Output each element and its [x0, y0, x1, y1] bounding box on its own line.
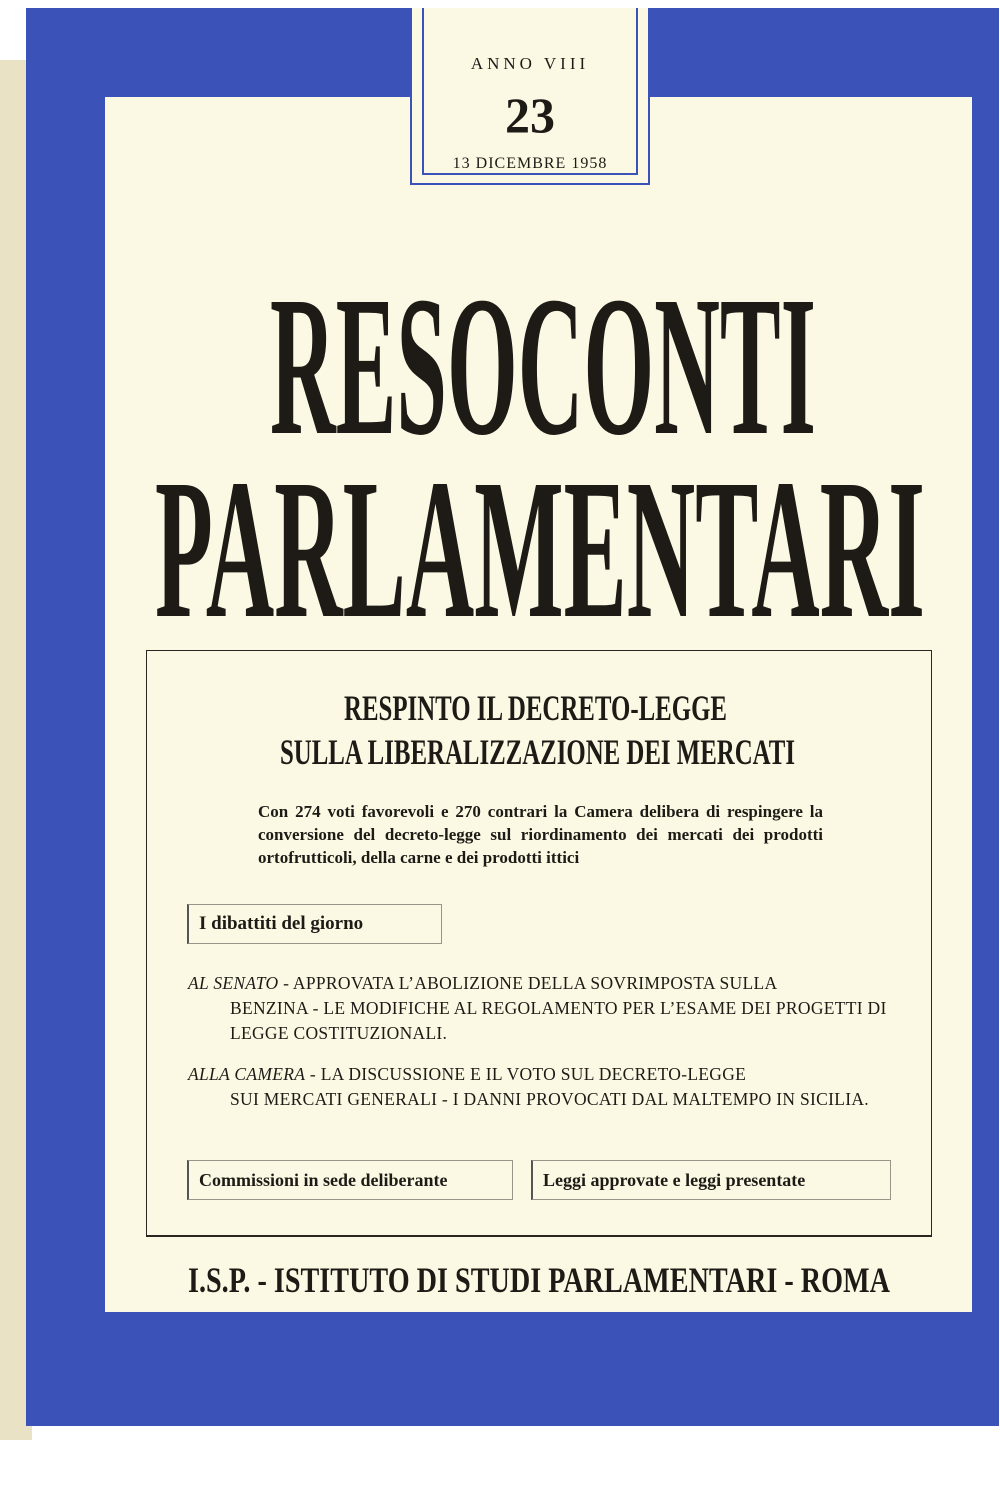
title-line-2: PARLAMENTARI [155, 439, 925, 660]
senato-rest: BENZINA - LE MODIFICHE AL REGOLAMENTO PER L’ESAME DEI PROGETTI DI LEGGE COSTITUZIONALI. [230, 998, 887, 1043]
publisher-line: I.S.P. - ISTITUTO DI STUDI PARLAMENTARI - ROMA [188, 1260, 890, 1300]
issue-year: ANNO VIII [470, 54, 590, 73]
senato-line-1: - APPROVATA L’ABOLIZIONE DELLA SOVRIMPOSTA SULLA [278, 973, 778, 993]
section-label-leggi: Leggi approvate e leggi presentate [531, 1160, 891, 1200]
camera-line-1: - LA DISCUSSIONE E IL VOTO SUL DECRETO-LEGGE [305, 1064, 747, 1084]
issue-number: 23 [505, 87, 555, 143]
issue-date: 13 DICEMBRE 1958 [452, 155, 608, 172]
section-label-commissioni: Commissioni in sede deliberante [187, 1160, 513, 1200]
headline-summary: Con 274 voti favorevoli e 270 contrari la Camera delibera di respingere la conversione del decreto-legge sul riordinamento dei mercati dei prodotti ortofrutticoli, della carne e dei prodotti ittici [258, 802, 823, 867]
headline-line-1: RESPINTO IL DECRETO-LEGGE [344, 688, 727, 728]
camera-prefix: ALLA CAMERA [188, 1064, 306, 1084]
camera-summary [188, 1062, 891, 1112]
camera-rest: SUI MERCATI GENERALI - I DANNI PROVOCATI DAL MALTEMPO IN SICILIA. [230, 1089, 869, 1109]
title-line-1: RESOCONTI [270, 256, 816, 477]
senato-summary [188, 971, 891, 1046]
headline-line-2: SULLA LIBERALIZZAZIONE DEI MERCATI [280, 732, 795, 772]
senato-prefix: AL SENATO [188, 973, 279, 993]
section-label-debates: I dibattiti del giorno [187, 904, 442, 944]
